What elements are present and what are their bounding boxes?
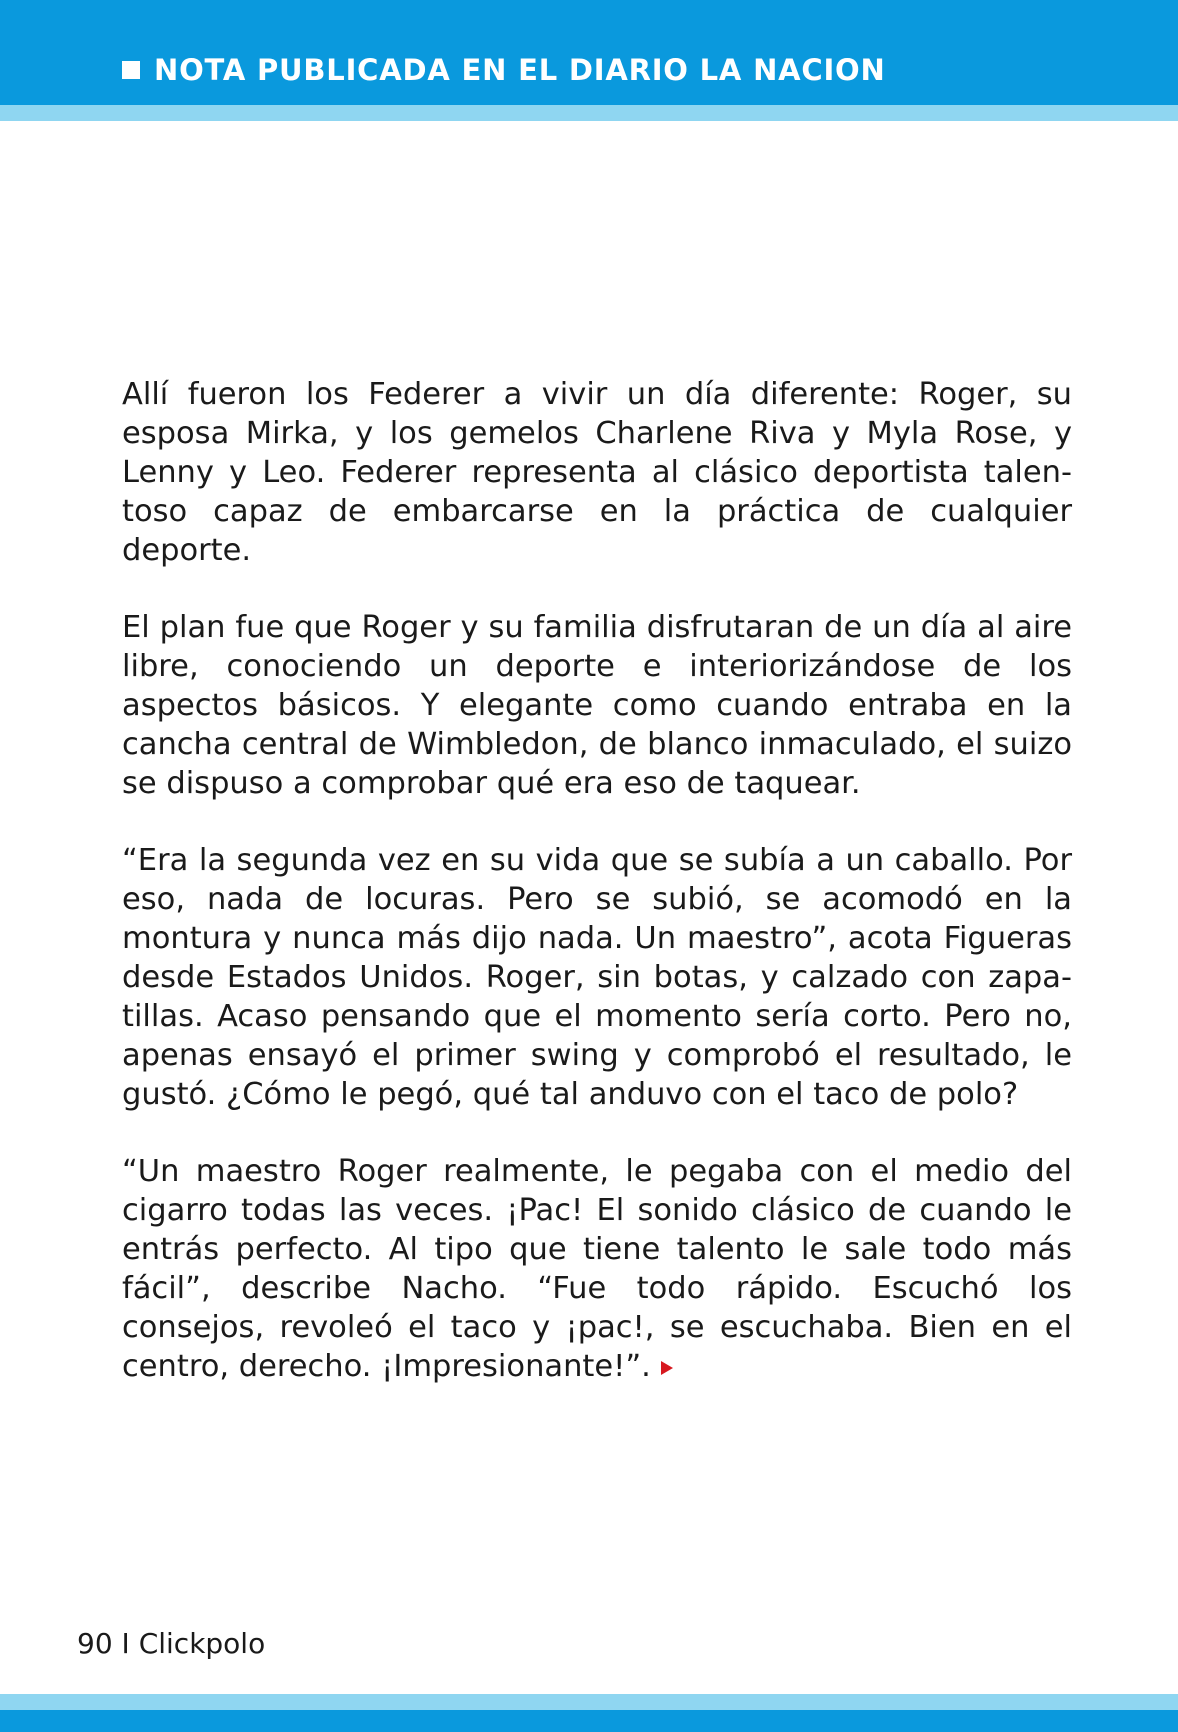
page-footer: 90 I Clickpolo	[77, 1627, 266, 1660]
triangle-right-icon	[661, 1361, 673, 1375]
header-stripe	[0, 105, 1178, 121]
paragraph-2: El plan fue que Roger y su familia disfrutaran de un día al aire libre, conociendo un deporte e interiorizándose de los aspectos básicos. Y elegante como cuando entraba en la cancha central de Wimbledon, de blanco inmaculado, el suizo se dispuso a comprobar qué era eso de taquear.	[122, 610, 1072, 801]
article-body	[122, 375, 1072, 1424]
paragraph-3: “Era la segunda vez en su vida que se subía a un caballo. Por eso, nada de locuras. Pero se subió, se acomodó en la montura y nunca más dijo nada. Un maestro”, acota Figueras desde Estados Unidos. Roger, sin botas, y calzado con zapatillas. Acaso pensando que el momento sería corto. Pero no, apenas ensayó el primer swing y comprobó el resultado, le gustó. ¿Cómo le pegó, qué tal anduvo con el taco de polo?	[122, 843, 1072, 1112]
footer-bar	[0, 1710, 1178, 1732]
paragraph-1: Allí fueron los Federer a vivir un día diferente: Roger, su esposa Mirka, y los gemelos Charlene Riva y Myla Rose, y Lenny y Leo. Federer representa al clásico deportista talentoso capaz de embarcarse en la práctica de cualquier deporte.	[122, 377, 1072, 568]
footer-stripe	[0, 1694, 1178, 1710]
paragraph-4-text: “Un maestro Roger realmente, le pegaba con el medio del cigarro todas las veces. ¡Pac! El sonido clásico de cuando le entrás perfecto. Al tipo que tiene talento le sale todo más fácil”, describe Nacho. “Fue todo rápido. Escuchó los consejos, revoleó el taco y ¡pac!, se escuchaba. Bien en el centro, derecho. ¡Impresionante!”.	[122, 1154, 1072, 1384]
header-title: NOTA PUBLICADA EN EL DIARIO LA NACION	[154, 53, 886, 87]
paragraph-4	[122, 1152, 1072, 1386]
square-icon	[122, 61, 140, 79]
